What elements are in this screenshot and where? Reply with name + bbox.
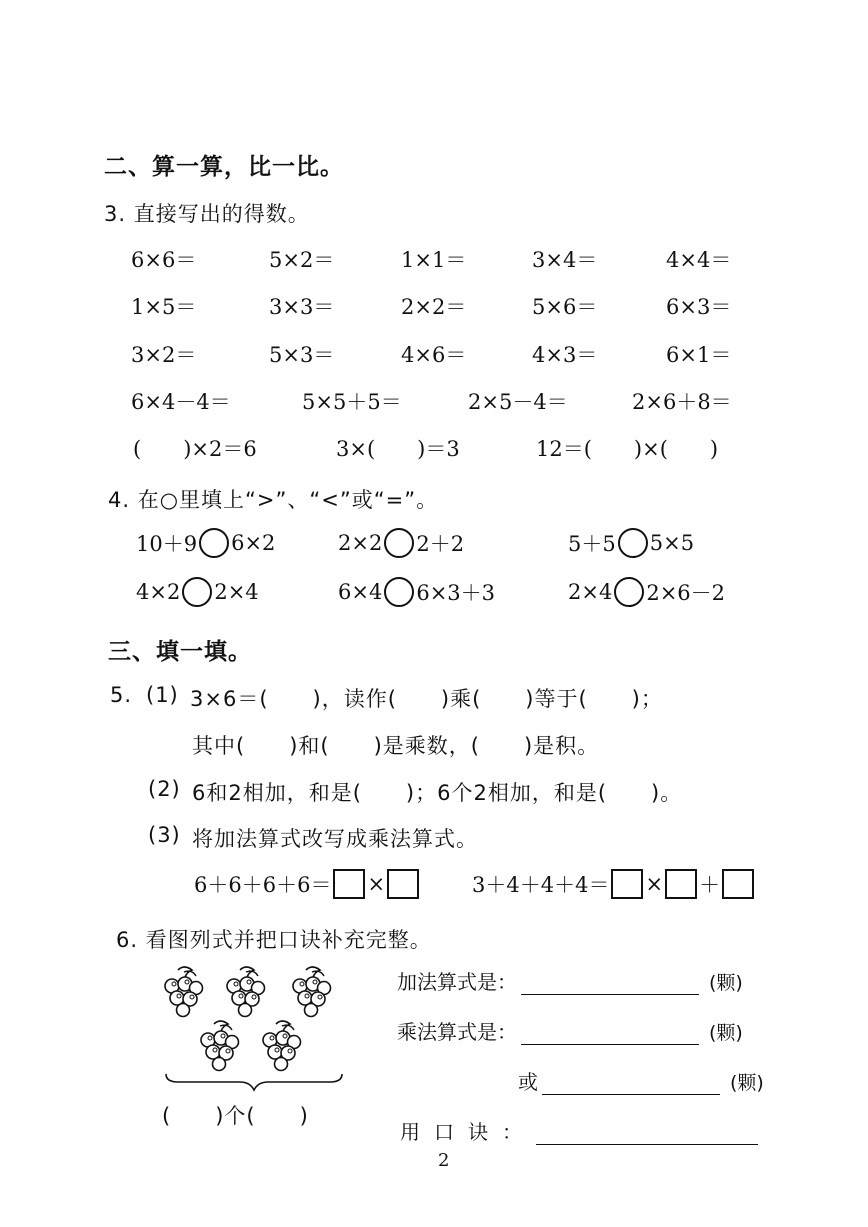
plus-sign: ＋ — [699, 873, 721, 897]
grape-cluster-icon — [227, 967, 265, 1017]
compare-circle[interactable] — [618, 528, 648, 558]
equation-left: 3＋4＋4＋4＝ — [472, 873, 610, 897]
addition-row — [397, 966, 743, 995]
compare-item — [568, 528, 694, 558]
q3-item: 6×3＝ — [666, 295, 732, 319]
q5-part2-line: 6和2相加，和是( )；6个2相加，和是( )。 — [192, 781, 683, 805]
q5-part1-line1: 3×6＝( )，读作( )乘( )等于( )； — [190, 687, 663, 711]
answer-line[interactable] — [521, 972, 699, 995]
compare-right: 6×3＋3 — [416, 581, 496, 605]
unit-label: (颗) — [709, 972, 743, 994]
q5-part2-number: (2) — [148, 777, 181, 801]
equation-left: 6＋6＋6＋6＝ — [194, 873, 332, 897]
rewrite-equation-2 — [472, 869, 756, 899]
answer-box[interactable] — [611, 869, 643, 899]
q3-item: 1×5＝ — [131, 295, 197, 319]
q3-item: 4×6＝ — [401, 343, 467, 367]
compare-item — [136, 528, 275, 558]
compare-circle[interactable] — [384, 577, 414, 607]
q5-part1-number: (1) — [146, 683, 179, 707]
compare-left: 4×2 — [136, 580, 181, 604]
q3-item: 5×5＋5＝ — [302, 390, 402, 414]
compare-right: 2×6－2 — [646, 581, 726, 605]
multiplication-label: 乘法算式是： — [397, 1020, 517, 1044]
compare-item — [338, 528, 464, 558]
q5-part3-number: (3) — [148, 823, 181, 847]
compare-circle[interactable] — [182, 577, 212, 607]
compare-right: 2＋2 — [416, 532, 465, 556]
compare-left: 6×4 — [338, 580, 383, 604]
q3-item: ( )×2＝6 — [133, 437, 257, 461]
compare-left: 10＋9 — [136, 532, 198, 556]
unit-label: (颗) — [730, 1072, 764, 1094]
times-sign: × — [367, 872, 386, 896]
compare-right: 6×2 — [231, 531, 276, 555]
q3-item: 3×3＝ — [269, 295, 335, 319]
q3-item: 6×6＝ — [131, 248, 197, 272]
q3-title: 3. 直接写出的得数。 — [104, 202, 310, 226]
compare-circle[interactable] — [614, 577, 644, 607]
compare-item — [136, 577, 259, 607]
compare-right: 2×4 — [214, 580, 259, 604]
section3-title: 三、填一填。 — [108, 639, 252, 665]
compare-left: 2×4 — [568, 580, 613, 604]
unit-label: (颗) — [709, 1022, 743, 1044]
answer-line[interactable] — [542, 1072, 720, 1095]
grape-cluster-icon — [293, 967, 331, 1017]
answer-box[interactable] — [333, 869, 365, 899]
brace-label: ( )个( ) — [162, 1104, 309, 1128]
q3-item: 2×2＝ — [401, 295, 467, 319]
q3-item: 5×6＝ — [532, 295, 598, 319]
q3-item: 6×4－4＝ — [131, 390, 231, 414]
q3-item: 2×5－4＝ — [468, 390, 568, 414]
page-number: 2 — [438, 1150, 450, 1171]
compare-circle[interactable] — [384, 528, 414, 558]
compare-item — [338, 577, 495, 607]
rewrite-equation-1 — [194, 869, 421, 899]
addition-label: 加法算式是： — [397, 970, 517, 994]
q6-title: 6. 看图列式并把口诀补充完整。 — [116, 928, 432, 952]
q3-item: 3×( )＝3 — [336, 437, 460, 461]
grapes-illustration — [158, 962, 358, 1102]
answer-box[interactable] — [387, 869, 419, 899]
compare-item — [568, 577, 725, 607]
answer-box[interactable] — [665, 869, 697, 899]
q3-item: 5×3＝ — [269, 343, 335, 367]
answer-line[interactable] — [521, 1022, 699, 1045]
grape-cluster-icon — [263, 1021, 301, 1071]
compare-left: 2×2 — [338, 531, 383, 555]
q3-item: 3×4＝ — [532, 248, 598, 272]
grape-cluster-icon — [201, 1021, 239, 1071]
section2-title: 二、算一算，比一比。 — [104, 154, 344, 180]
alternative-row — [518, 1066, 764, 1095]
q4-title: 4. 在○里填上“>”、“<”或“=”。 — [108, 488, 439, 512]
q3-item: 5×2＝ — [269, 248, 335, 272]
times-sign: × — [645, 872, 664, 896]
compare-right: 5×5 — [649, 531, 695, 555]
answer-box[interactable] — [722, 869, 754, 899]
q3-item: 6×1＝ — [666, 343, 732, 367]
q3-item: 12＝( )×( ) — [536, 437, 719, 461]
answer-line[interactable] — [536, 1122, 758, 1145]
brace — [166, 1074, 342, 1090]
compare-left: 5＋5 — [568, 532, 616, 556]
q3-item: 3×2＝ — [131, 343, 197, 367]
q5-number: 5. — [110, 683, 133, 707]
compare-circle[interactable] — [199, 528, 229, 558]
multiplication-row — [397, 1016, 743, 1045]
q3-item: 1×1＝ — [401, 248, 467, 272]
rhyme-row — [400, 1116, 768, 1145]
q3-item: 4×3＝ — [532, 343, 598, 367]
or-label: 或 — [518, 1070, 538, 1094]
q3-item: 2×6＋8＝ — [632, 390, 732, 414]
q5-part1-line2: 其中( )和( )是乘数，( )是积。 — [192, 734, 600, 758]
q3-item: 4×4＝ — [666, 248, 732, 272]
rhyme-label: 用口诀： — [400, 1120, 536, 1144]
q5-part3-line: 将加法算式改写成乘法算式。 — [192, 827, 478, 851]
grape-cluster-icon — [165, 967, 203, 1017]
